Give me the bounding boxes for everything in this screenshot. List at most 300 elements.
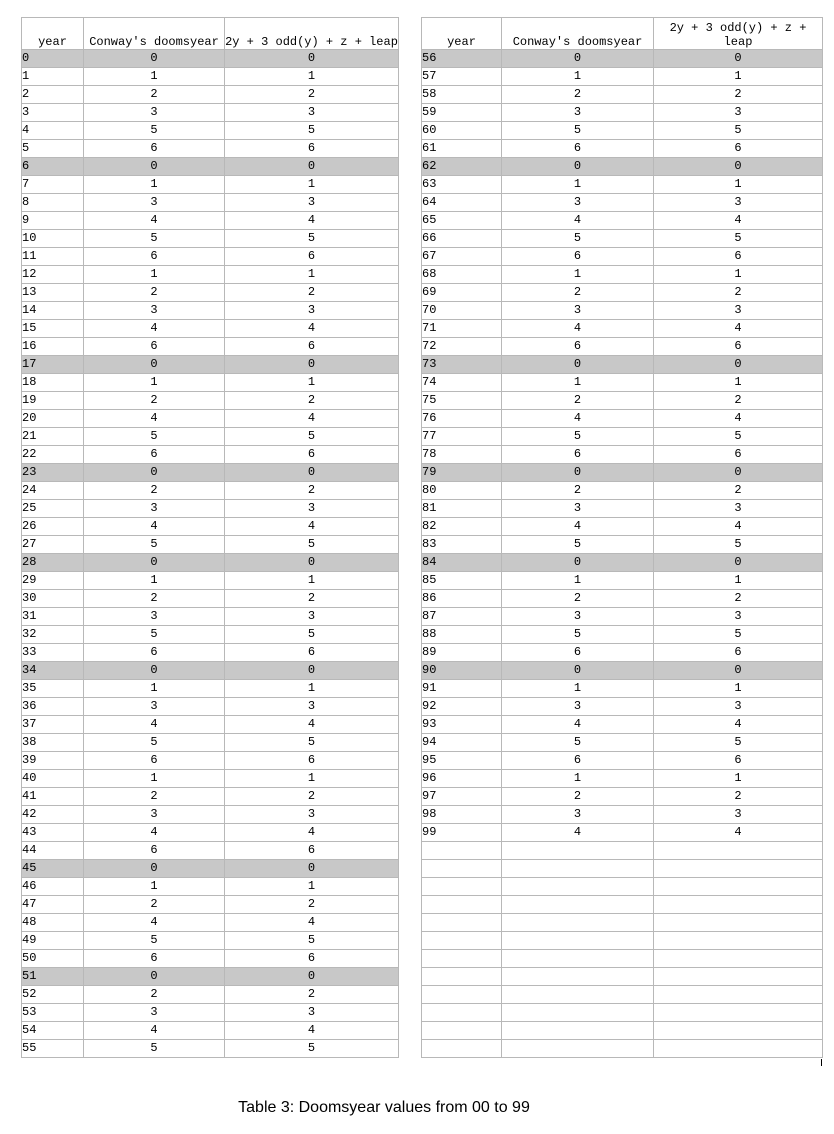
formula-cell: 5 (225, 428, 399, 446)
column-gap (399, 770, 422, 788)
empty-cell (654, 950, 823, 968)
column-gap (399, 752, 422, 770)
year-cell: 57 (422, 68, 502, 86)
empty-cell (654, 896, 823, 914)
year-cell: 10 (22, 230, 84, 248)
table-row (22, 50, 823, 68)
conway-cell: 4 (502, 824, 654, 842)
table-body (22, 50, 823, 1058)
formula-cell: 6 (654, 248, 823, 266)
conway-cell: 3 (84, 806, 225, 824)
year-cell: 94 (422, 734, 502, 752)
conway-cell: 1 (502, 68, 654, 86)
column-gap (399, 194, 422, 212)
formula-cell: 4 (225, 914, 399, 932)
formula-cell: 0 (654, 554, 823, 572)
conway-cell: 2 (502, 86, 654, 104)
empty-cell (654, 842, 823, 860)
formula-cell: 3 (225, 500, 399, 518)
conway-cell: 4 (84, 716, 225, 734)
column-gap (399, 86, 422, 104)
empty-cell (502, 878, 654, 896)
header-row (22, 18, 823, 50)
year-cell: 80 (422, 482, 502, 500)
table-row (22, 734, 823, 752)
conway-cell: 5 (84, 626, 225, 644)
year-cell: 62 (422, 158, 502, 176)
column-gap (399, 554, 422, 572)
formula-cell: 6 (654, 644, 823, 662)
year-cell: 41 (22, 788, 84, 806)
formula-cell: 6 (225, 338, 399, 356)
formula-cell: 1 (225, 176, 399, 194)
right-formula-header: 2y + 3 odd(y) + z + leap (654, 18, 823, 50)
conway-cell: 6 (84, 752, 225, 770)
formula-cell: 2 (225, 284, 399, 302)
conway-cell: 1 (84, 572, 225, 590)
conway-cell: 0 (84, 554, 225, 572)
conway-cell: 4 (502, 518, 654, 536)
formula-cell: 4 (225, 1022, 399, 1040)
conway-cell: 5 (502, 626, 654, 644)
table-row (22, 284, 823, 302)
column-gap (399, 122, 422, 140)
formula-cell: 2 (654, 788, 823, 806)
empty-cell (502, 986, 654, 1004)
conway-cell: 3 (84, 500, 225, 518)
formula-cell: 2 (225, 590, 399, 608)
conway-cell: 5 (84, 1040, 225, 1058)
table-row (22, 590, 823, 608)
year-cell: 21 (22, 428, 84, 446)
year-cell: 51 (22, 968, 84, 986)
column-gap (399, 356, 422, 374)
formula-cell: 1 (225, 878, 399, 896)
column-gap (399, 536, 422, 554)
conway-cell: 3 (84, 1004, 225, 1022)
conway-cell: 1 (502, 176, 654, 194)
conway-cell: 2 (502, 482, 654, 500)
table-row (22, 806, 823, 824)
left-formula-header: 2y + 3 odd(y) + z + leap (225, 18, 399, 50)
year-cell: 27 (22, 536, 84, 554)
empty-cell (422, 968, 502, 986)
year-cell: 84 (422, 554, 502, 572)
year-cell: 24 (22, 482, 84, 500)
table-row (22, 1004, 823, 1022)
formula-cell: 0 (225, 554, 399, 572)
year-cell: 79 (422, 464, 502, 482)
table-row (22, 518, 823, 536)
table-row (22, 842, 823, 860)
column-gap (399, 1022, 422, 1040)
conway-cell: 6 (502, 446, 654, 464)
year-cell: 60 (422, 122, 502, 140)
empty-cell (422, 1004, 502, 1022)
formula-cell: 5 (654, 428, 823, 446)
column-gap (399, 518, 422, 536)
table-row (22, 266, 823, 284)
year-cell: 50 (22, 950, 84, 968)
conway-cell: 3 (84, 302, 225, 320)
conway-cell: 3 (502, 698, 654, 716)
formula-cell: 5 (225, 122, 399, 140)
empty-cell (502, 860, 654, 878)
conway-cell: 0 (502, 50, 654, 68)
year-cell: 18 (22, 374, 84, 392)
formula-cell: 2 (225, 986, 399, 1004)
year-cell: 13 (22, 284, 84, 302)
formula-cell: 6 (225, 446, 399, 464)
formula-cell: 2 (654, 482, 823, 500)
conway-cell: 5 (502, 428, 654, 446)
table-row (22, 158, 823, 176)
formula-cell: 0 (654, 356, 823, 374)
year-cell: 76 (422, 410, 502, 428)
year-cell: 1 (22, 68, 84, 86)
year-cell: 61 (422, 140, 502, 158)
table-row (22, 698, 823, 716)
table-row (22, 662, 823, 680)
table-row (22, 1022, 823, 1040)
conway-cell: 1 (84, 770, 225, 788)
column-gap (399, 176, 422, 194)
year-cell: 82 (422, 518, 502, 536)
formula-cell: 1 (654, 176, 823, 194)
table-row (22, 914, 823, 932)
year-cell: 31 (22, 608, 84, 626)
table-row (22, 356, 823, 374)
empty-cell (654, 1040, 823, 1058)
empty-cell (654, 1022, 823, 1040)
table-row (22, 248, 823, 266)
table-row (22, 428, 823, 446)
column-gap (399, 50, 422, 68)
formula-cell: 5 (225, 536, 399, 554)
year-cell: 19 (22, 392, 84, 410)
formula-cell: 4 (225, 410, 399, 428)
formula-cell: 6 (225, 842, 399, 860)
left-year-header: year (22, 18, 84, 50)
column-gap (399, 662, 422, 680)
conway-cell: 3 (502, 500, 654, 518)
year-cell: 77 (422, 428, 502, 446)
column-gap (399, 302, 422, 320)
conway-cell: 3 (502, 608, 654, 626)
year-cell: 37 (22, 716, 84, 734)
empty-cell (422, 896, 502, 914)
year-cell: 71 (422, 320, 502, 338)
column-gap (399, 464, 422, 482)
conway-cell: 5 (84, 536, 225, 554)
conway-cell: 1 (84, 68, 225, 86)
conway-cell: 2 (84, 482, 225, 500)
table-row (22, 104, 823, 122)
table-row (22, 878, 823, 896)
formula-cell: 3 (225, 1004, 399, 1022)
year-cell: 12 (22, 266, 84, 284)
formula-cell: 1 (654, 770, 823, 788)
table-row (22, 176, 823, 194)
conway-cell: 4 (84, 410, 225, 428)
year-cell: 98 (422, 806, 502, 824)
table-row (22, 338, 823, 356)
conway-cell: 6 (502, 140, 654, 158)
empty-cell (422, 986, 502, 1004)
year-cell: 28 (22, 554, 84, 572)
table-row (22, 194, 823, 212)
year-cell: 74 (422, 374, 502, 392)
year-cell: 47 (22, 896, 84, 914)
column-gap (399, 698, 422, 716)
year-cell: 44 (22, 842, 84, 860)
column-gap (399, 788, 422, 806)
formula-cell: 4 (225, 320, 399, 338)
column-gap (399, 896, 422, 914)
formula-cell: 6 (654, 446, 823, 464)
year-cell: 95 (422, 752, 502, 770)
formula-cell: 2 (654, 590, 823, 608)
column-gap (399, 158, 422, 176)
conway-cell: 6 (84, 842, 225, 860)
conway-cell: 1 (84, 266, 225, 284)
conway-cell: 1 (502, 266, 654, 284)
formula-cell: 4 (654, 410, 823, 428)
conway-cell: 1 (84, 680, 225, 698)
table-row (22, 770, 823, 788)
conway-cell: 6 (502, 338, 654, 356)
year-cell: 33 (22, 644, 84, 662)
year-cell: 65 (422, 212, 502, 230)
conway-cell: 0 (502, 356, 654, 374)
formula-cell: 0 (654, 662, 823, 680)
table-row (22, 716, 823, 734)
year-cell: 20 (22, 410, 84, 428)
conway-cell: 5 (84, 734, 225, 752)
formula-cell: 5 (654, 626, 823, 644)
table-row (22, 302, 823, 320)
formula-cell: 1 (654, 266, 823, 284)
conway-cell: 4 (84, 914, 225, 932)
column-gap (399, 428, 422, 446)
formula-cell: 4 (225, 716, 399, 734)
year-cell: 6 (22, 158, 84, 176)
column-gap (399, 410, 422, 428)
empty-cell (654, 986, 823, 1004)
conway-cell: 5 (84, 428, 225, 446)
conway-cell: 5 (502, 230, 654, 248)
formula-cell: 2 (225, 392, 399, 410)
formula-cell: 2 (654, 392, 823, 410)
formula-cell: 3 (654, 104, 823, 122)
year-cell: 23 (22, 464, 84, 482)
conway-cell: 2 (502, 392, 654, 410)
conway-cell: 5 (84, 122, 225, 140)
empty-cell (502, 968, 654, 986)
conway-cell: 6 (84, 950, 225, 968)
formula-cell: 5 (225, 1040, 399, 1058)
empty-cell (502, 1022, 654, 1040)
formula-cell: 4 (654, 716, 823, 734)
conway-cell: 0 (84, 464, 225, 482)
right-conway-header: Conway's doomsyear (502, 18, 654, 50)
year-cell: 75 (422, 392, 502, 410)
conway-cell: 2 (84, 392, 225, 410)
formula-cell: 0 (654, 464, 823, 482)
year-cell: 93 (422, 716, 502, 734)
column-gap (399, 608, 422, 626)
conway-cell: 1 (84, 176, 225, 194)
empty-cell (422, 842, 502, 860)
year-cell: 29 (22, 572, 84, 590)
year-cell: 78 (422, 446, 502, 464)
column-gap (399, 1040, 422, 1058)
formula-cell: 5 (654, 536, 823, 554)
table-row (22, 986, 823, 1004)
formula-cell: 4 (654, 824, 823, 842)
formula-cell: 0 (654, 158, 823, 176)
conway-cell: 5 (502, 536, 654, 554)
year-cell: 85 (422, 572, 502, 590)
conway-cell: 5 (84, 932, 225, 950)
table-row (22, 230, 823, 248)
formula-cell: 3 (654, 698, 823, 716)
year-cell: 63 (422, 176, 502, 194)
formula-cell: 6 (654, 752, 823, 770)
empty-cell (654, 968, 823, 986)
formula-cell: 6 (654, 140, 823, 158)
column-gap (399, 284, 422, 302)
column-gap (399, 140, 422, 158)
year-cell: 45 (22, 860, 84, 878)
conway-cell: 0 (84, 356, 225, 374)
year-cell: 38 (22, 734, 84, 752)
conway-cell: 6 (84, 140, 225, 158)
column-gap (399, 824, 422, 842)
conway-cell: 5 (502, 734, 654, 752)
table-row (22, 410, 823, 428)
formula-cell: 5 (654, 230, 823, 248)
table-row (22, 122, 823, 140)
year-cell: 72 (422, 338, 502, 356)
formula-cell: 5 (654, 734, 823, 752)
year-cell: 0 (22, 50, 84, 68)
right-year-header: year (422, 18, 502, 50)
column-gap (399, 626, 422, 644)
table-row (22, 572, 823, 590)
formula-cell: 5 (225, 734, 399, 752)
column-gap (399, 590, 422, 608)
conway-cell: 2 (84, 590, 225, 608)
conway-cell: 4 (502, 716, 654, 734)
table-row (22, 320, 823, 338)
column-gap (399, 932, 422, 950)
empty-cell (502, 1004, 654, 1022)
formula-cell: 1 (654, 680, 823, 698)
year-cell: 48 (22, 914, 84, 932)
empty-cell (422, 950, 502, 968)
conway-cell: 4 (84, 824, 225, 842)
year-cell: 73 (422, 356, 502, 374)
table-row (22, 626, 823, 644)
table-row (22, 896, 823, 914)
table-row (22, 932, 823, 950)
empty-cell (422, 860, 502, 878)
column-gap (399, 734, 422, 752)
formula-cell: 2 (225, 896, 399, 914)
conway-cell: 0 (502, 464, 654, 482)
empty-cell (654, 914, 823, 932)
column-gap (399, 374, 422, 392)
year-cell: 67 (422, 248, 502, 266)
conway-cell: 2 (502, 590, 654, 608)
table-row (22, 644, 823, 662)
conway-cell: 0 (84, 968, 225, 986)
conway-cell: 0 (502, 158, 654, 176)
column-gap (399, 446, 422, 464)
formula-cell: 2 (654, 284, 823, 302)
formula-cell: 4 (654, 518, 823, 536)
formula-cell: 0 (225, 860, 399, 878)
conway-cell: 6 (84, 248, 225, 266)
year-cell: 8 (22, 194, 84, 212)
formula-cell: 3 (654, 194, 823, 212)
formula-cell: 2 (225, 788, 399, 806)
left-conway-header: Conway's doomsyear (84, 18, 225, 50)
formula-cell: 0 (225, 158, 399, 176)
formula-cell: 0 (225, 662, 399, 680)
year-cell: 34 (22, 662, 84, 680)
conway-cell: 1 (502, 374, 654, 392)
empty-cell (502, 950, 654, 968)
year-cell: 39 (22, 752, 84, 770)
formula-cell: 1 (225, 572, 399, 590)
formula-cell: 4 (225, 212, 399, 230)
conway-cell: 0 (502, 662, 654, 680)
conway-cell: 2 (84, 788, 225, 806)
formula-cell: 5 (225, 626, 399, 644)
conway-cell: 0 (84, 860, 225, 878)
formula-cell: 6 (654, 338, 823, 356)
conway-cell: 4 (502, 320, 654, 338)
formula-cell: 6 (225, 752, 399, 770)
table-row (22, 536, 823, 554)
conway-cell: 2 (502, 788, 654, 806)
year-cell: 55 (22, 1040, 84, 1058)
formula-cell: 5 (654, 122, 823, 140)
year-cell: 70 (422, 302, 502, 320)
formula-cell: 0 (654, 50, 823, 68)
conway-cell: 6 (84, 338, 225, 356)
year-cell: 7 (22, 176, 84, 194)
conway-cell: 1 (84, 374, 225, 392)
conway-cell: 6 (502, 644, 654, 662)
table-row (22, 464, 823, 482)
conway-cell: 1 (502, 770, 654, 788)
year-cell: 81 (422, 500, 502, 518)
year-cell: 59 (422, 104, 502, 122)
formula-cell: 3 (654, 500, 823, 518)
column-gap (399, 248, 422, 266)
conway-cell: 1 (502, 572, 654, 590)
table-row (22, 500, 823, 518)
conway-cell: 2 (84, 986, 225, 1004)
table-caption: Table 3: Doomsyear values from 00 to 99 (238, 1099, 530, 1116)
conway-cell: 3 (502, 194, 654, 212)
year-cell: 69 (422, 284, 502, 302)
year-cell: 25 (22, 500, 84, 518)
conway-cell: 3 (84, 194, 225, 212)
